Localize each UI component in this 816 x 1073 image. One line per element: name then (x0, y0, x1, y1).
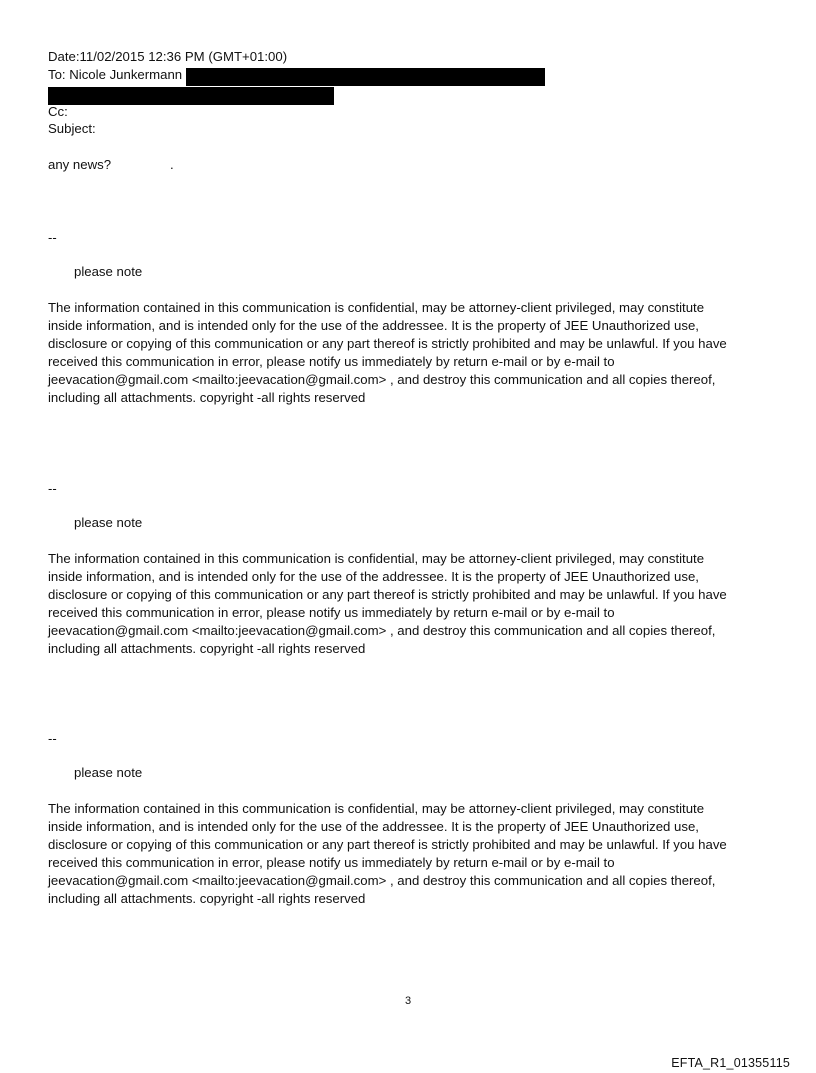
please-note-label: please note (74, 264, 143, 279)
email-message: any news? (48, 157, 112, 172)
notice-line: including all attachments. copyright -all rights reserved (48, 641, 366, 656)
notice-line: including all attachments. copyright -all rights reserved (48, 891, 366, 906)
redaction-bar-to-continued (48, 87, 334, 105)
notice-line: jeevacation@gmail.com <mailto:jeevacation@gmail.com> , and destroy this communication and all copies thereof, (48, 372, 716, 387)
signature-separator: -- (48, 731, 57, 746)
notice-line: inside information, and is intended only for the use of the addressee. It is the property of JEE Unauthorized use, (48, 569, 699, 584)
notice-line: jeevacation@gmail.com <mailto:jeevacation@gmail.com> , and destroy this communication and all copies thereof, (48, 873, 716, 888)
notice-line: received this communication in error, please notify us immediately by return e-mail or by e-mail to (48, 855, 615, 870)
confidentiality-notice (48, 550, 760, 658)
notice-line: inside information, and is intended only for the use of the addressee. It is the property of JEE Unauthorized use, (48, 819, 699, 834)
email-to: To: Nicole Junkermann (48, 67, 183, 82)
signature-separator: -- (48, 481, 57, 496)
email-cc: Cc: (48, 104, 68, 119)
notice-line: inside information, and is intended only for the use of the addressee. It is the property of JEE Unauthorized use, (48, 318, 699, 333)
notice-line: jeevacation@gmail.com <mailto:jeevacation@gmail.com> , and destroy this communication and all copies thereof, (48, 623, 716, 638)
email-date: Date:11/02/2015 12:36 PM (GMT+01:00) (48, 49, 288, 64)
please-note-label: please note (74, 515, 143, 530)
confidentiality-notice (48, 299, 760, 407)
notice-line: disclosure or copying of this communication or any part thereof is strictly prohibited and may be unlawful. If you have (48, 587, 727, 602)
page-number: 3 (404, 995, 412, 1007)
confidentiality-notice (48, 800, 760, 908)
notice-line: received this communication in error, please notify us immediately by return e-mail or by e-mail to (48, 354, 615, 369)
notice-line: including all attachments. copyright -all rights reserved (48, 390, 366, 405)
stray-dot: . (170, 157, 174, 172)
notice-line: The information contained in this communication is confidential, may be attorney-client privileged, may constitute (48, 300, 705, 315)
please-note-label: please note (74, 765, 143, 780)
signature-separator: -- (48, 230, 57, 245)
redaction-bar-to (186, 68, 545, 86)
notice-line: received this communication in error, please notify us immediately by return e-mail or by e-mail to (48, 605, 615, 620)
notice-line: disclosure or copying of this communication or any part thereof is strictly prohibited and may be unlawful. If you have (48, 336, 727, 351)
notice-line: disclosure or copying of this communication or any part thereof is strictly prohibited and may be unlawful. If you have (48, 837, 727, 852)
notice-line: The information contained in this communication is confidential, may be attorney-client privileged, may constitute (48, 801, 705, 816)
email-subject: Subject: (48, 121, 96, 136)
notice-line: The information contained in this communication is confidential, may be attorney-client privileged, may constitute (48, 551, 705, 566)
document-id: EFTA_R1_01355115 (671, 1056, 790, 1070)
